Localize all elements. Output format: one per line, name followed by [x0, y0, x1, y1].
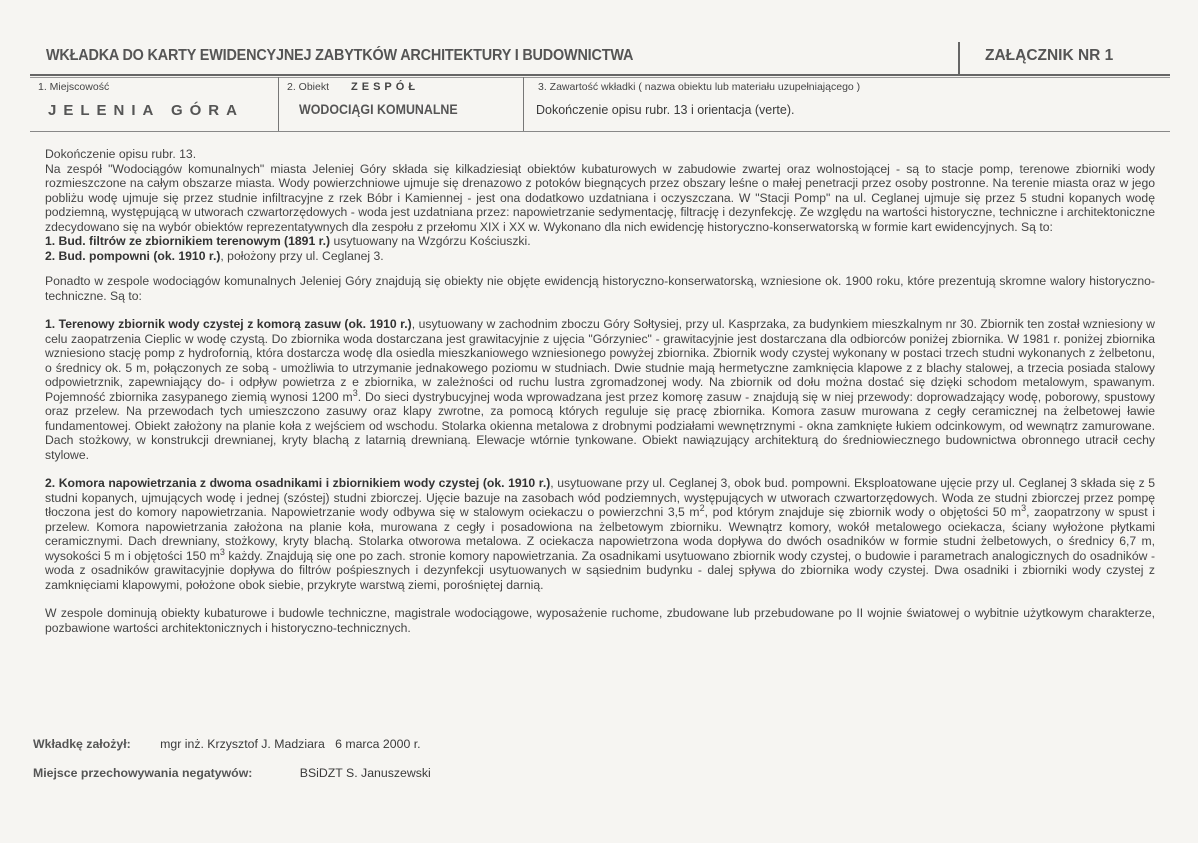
- paragraph: [45, 317, 1155, 462]
- paragraph-text: , położony przy ul. Ceglanej 3.: [220, 248, 384, 263]
- header-rule: [30, 74, 1170, 76]
- content-label: 3. Zawartość wkładki ( nazwa obiektu lub materiału uzupełniającego ): [538, 81, 861, 93]
- bold-heading: 1. Bud. filtrów ze zbiornikiem terenowym (1891 r.): [45, 234, 331, 248]
- superscript: 3: [352, 387, 358, 398]
- paragraph: [45, 162, 1155, 235]
- annex-number: ZAŁĄCZNIK NR 1: [985, 47, 1114, 64]
- paragraph-text: Na zespół "Wodociągów komunalnych" miasta Jeleniej Góry składa się kilkadziesiąt obiektów kubaturowych w zabudowie zwartej oraz wolnostojącej - są to stacje pomp, terenowe zbiorniki wody rozmieszczone na całym obszarze miasta. Wody powierzchniowe ujmuje się drenazowo z potoków biegnących przez obszary leśne o małej penetracji przez osoby postronne. Na terenie miasta oraz w jego pobliżu wodę ujmuje się przez studnie infiltracyjne z rzek Bóbr i Kamiennej - jest ona dodatkowo uzdatniana i oczyszczana. W "Stacji Pomp" na ul. Ceglanej ujmuje się przez 5 studni kopanych wodę podziemną, występującą w utworach czwartorzędowych - woda jest uzdatniana przez: napowietrzanie sedymentację, filtrację i dezynfekcję. Ze względu na wartości historyczne, techniczne i architektoniczne zdecydowano się na wybór obiektów reprezentatywnych dla zespołu z przełomu XIX i XX w. Wykonano dla nich ewidencję historyczno-konserwatorską w formie kart ewidencyjnych. Są to:: [45, 161, 1155, 234]
- paragraph-text: każdy. Znajdują się one po zach. stronie komory napowietrzania. Za osadnikami usytuowano zbiornik wody czystej, o budowie i parametrach analogicznych do osadników - woda z osadników grawitacyjnie dopływa do filtrów pośpiesznych i dezynfekcji usytuowanych w sąsiednim budynku - dalej spływa do zbiornika wody czystej. Dwa osadniki i zbiorniki wody czystej z zamknięciami klapowymi, położone obok siebie, przykryte warstwą ziemi, porośniętej darnią.: [45, 548, 1156, 592]
- paragraph-text: Dokończenie opisu rubr. 13.: [45, 147, 197, 161]
- place-label: 1. Miejscowość: [38, 81, 110, 93]
- bold-heading: 2. Komora napowietrzania z dwoma osadnikami i zbiornikiem wody czystej (ok. 1910 r.): [45, 476, 551, 490]
- paragraph-text: , usytuowane przy ul. Ceglanej 3, obok bud. pompowni. Eksploatowane ujęcie przy ul. Ceglanej 3 składa się z 5 studni kopanych, ujmujących wodę i jednej (szóstej) studni zbiorczej. Ujęcie bazuje na zasobach wód podziemnych, występujących w utworach czwartorzędowych. Woda ze studni zbiorczej przez pompę tłoczona jest do komory napowietrzania. Napowietrzanie wody odbywa się w stalowym ociekaczu o powierzchni 3,5 m: [45, 476, 1155, 519]
- object-cell: [279, 78, 523, 130]
- storage-line: [33, 766, 431, 780]
- paragraph: [45, 147, 1155, 162]
- paragraph: [45, 476, 1155, 592]
- header-divider: [958, 42, 960, 75]
- object-type: ZESPÓŁ: [351, 81, 420, 93]
- bold-heading: 2. Bud. pompowni (ok. 1910 r.): [45, 248, 221, 263]
- author-line: [33, 737, 421, 751]
- paragraph-text: Ponadto w zespole wodociągów komunalnych Jeleniej Góry znajdują się obiekty nie objęte ewidencją historyczno-konserwatorską, wzniesione ok. 1900 roku, które prezentują skromne walory historyczno-techniczne. Są to:: [45, 274, 1155, 303]
- paragraph-text: , pod którym znajduje się zbiornik wody o objętości 50 m: [704, 505, 1022, 519]
- paragraph-text: W zespole dominują obiekty kubaturowe i budowle techniczne, magistrale wodociągowe, wyposażenie ruchome, zbudowane lub przebudowane po II wojnie światowej o wybitnie użytkowym charakterze, pozbawione wartości architektonicznych i historyczno-technicznych.: [45, 606, 1155, 635]
- superscript: 3: [1021, 502, 1027, 513]
- object-label: 2. Obiekt: [287, 81, 330, 93]
- bold-heading: 1. Terenowy zbiornik wody czystej z komorą zasuw (ok. 1910 r.): [45, 317, 412, 331]
- superscript: 2: [699, 502, 705, 513]
- paragraph-text: , usytuowany w zachodnim zboczu Góry Sołtysiej, przy ul. Kasprzaka, za budynkiem mieszkalnym nr 30. Zbiornik ten został wzniesiony w celu zaopatrzenia Cieplic w wodę czystą. Do zbiornika woda dostarczana jest grawitacyjnie z ujęcia "Górzyniec" - grawitacyjnie jest dostarczana dla odbiorców poniżej zbiornika. W 1981 r. poniżej zbiornika wzniesiono stację pomp z hydrofornią, która dostarcza wodę dla osiedla mieszkaniowego wzniesionego powyżej zbiornika. Zbiornik wody czystej wykonany w postaci trzech studni wykonanych z żelbetonu, o średnicy ok. 5 m, połączonych ze sobą - umożliwia to utrzymanie jednakowego poziomu w studniach. Dwie studnie mają hermetyczne zamknięcia klapowe z z blachy stalowej, a trzecia posiada stalowy odpowietrznik, zapewniający do- i odpływ powietrza z e zbiornika, w zależności od ruchu lustra zgromadzonej wody. Na zbiornik od dołu można dostać się dzięki schodom metalowym, spawanym. Pojemność zbiornika zasypanego ziemią wynosi 1200 m: [45, 317, 1155, 404]
- paragraph: [45, 234, 1155, 249]
- paragraph-text: , zaopatrzony w spust i przelew. Komora napowietrzania założona na planie koła, murowana z cegły i posadowiona na żelbetowym zbiorniku. Wewnątrz komory, wokół metalowego ociekacza, ściany wyłożone płytkami ceramicznymi. Dach drewniany, stożkowy, kryty blachą. Stolarka otworowa metalowa. Z ociekacza napowietrzona woda dopływa do dwóch osadników w formie studni żelbetowych, o średnicy 6,7 m, wysokości 5 m i objętości 150 m: [45, 505, 1155, 563]
- content-cell: [524, 78, 1164, 130]
- paragraph: [45, 249, 1155, 264]
- superscript: 3: [219, 546, 225, 557]
- paragraph: [45, 606, 1155, 635]
- author-label: Wkładkę założył:: [33, 737, 131, 751]
- content-value: Dokończenie opisu rubr. 13 i orientacja (verte).: [536, 103, 795, 117]
- form-title: WKŁADKA DO KARTY EWIDENCYJNEJ ZABYTKÓW ARCHITEKTURY I BUDOWNICTWA: [46, 47, 634, 64]
- storage-value: BSiDZT S. Januszewski: [299, 766, 431, 780]
- place-value: JELENIA GÓRA: [48, 102, 244, 119]
- paragraph: [45, 274, 1155, 303]
- paragraph-text: usytuowany na Wzgórzu Kościuszki.: [330, 234, 531, 248]
- object-value: WODOCIĄGI KOMUNALNE: [299, 102, 458, 117]
- place-cell: [30, 78, 278, 130]
- paragraph-text: . Do sieci dystrybucyjnej woda wprowadzana jest przez komorę zasuw - znajdują się w niej przewody: doprowadzający wodę, poborowy, spustowy oraz przelew. Na przewodach tych umieszczono zasuwy oraz klapy zwrotne, za pomocą których reguluje się pracę zbiornika. Komora zasuw murowana z cegły ceramicznej na żelbetowej ławie fundamentowej. Obiekt założony na planie koła z wejściem od wschodu. Stolarka okienna metalowa z drobnymi podziałami wewnętrznymi - okna zamknięte łukiem odcinkowym, od wewnątrz zamurowane. Dach stożkowy, w konstrukcji drewnianej, kryty blachą z latarnią drewnianą. Elewacje wtórnie tynkowane. Obiekt nawiązujący architekturą do średniowiecznego budownictwa obronnego utracił cechy stylowe.: [45, 389, 1156, 462]
- author-value: mgr inż. Krzysztof J. Madziara 6 marca 2000 r.: [160, 737, 421, 751]
- cells-bottom-rule: [30, 131, 1170, 132]
- storage-label: Miejsce przechowywania negatywów:: [33, 766, 253, 780]
- description-body: [45, 147, 1155, 635]
